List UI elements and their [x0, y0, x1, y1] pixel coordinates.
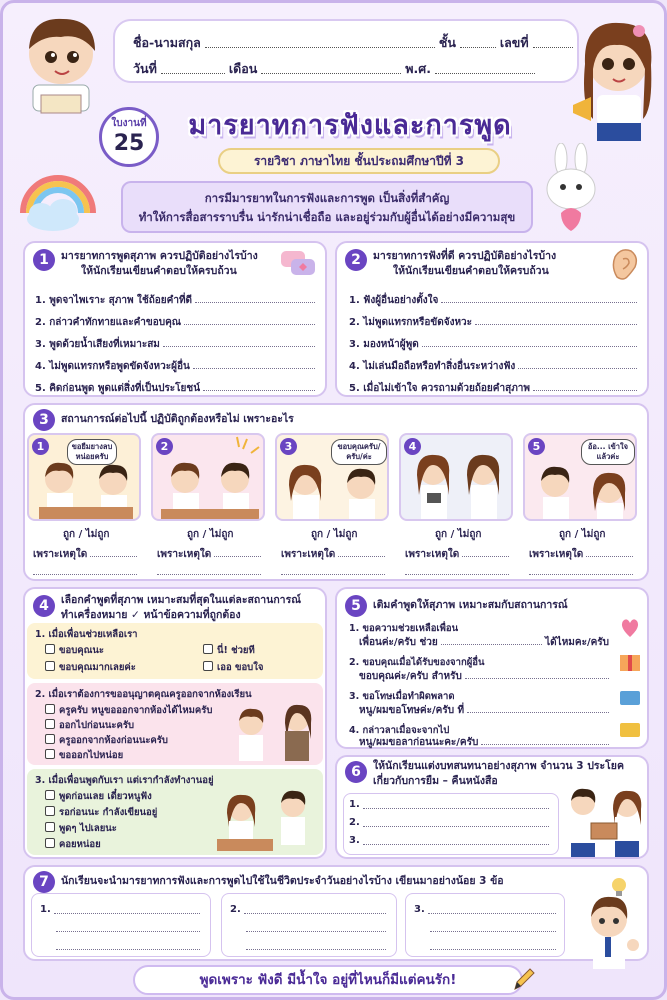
- answer-box-2-line: [246, 940, 386, 950]
- answer-line[interactable]: [203, 381, 315, 391]
- scene-1: [27, 433, 141, 521]
- footer-slogan: พูดเพราะ ฟังดี มีน้ำใจ อยู่ที่ไหนก็มีแต่คนรัก!: [133, 965, 523, 995]
- scene-3-reason: [281, 547, 385, 562]
- option-label: ครูออกจากห้องก่อนนะครับ: [59, 735, 168, 746]
- section-7-number: 7: [33, 871, 55, 893]
- section-5-number: 5: [345, 595, 367, 617]
- q4-1-text: 1. เมื่อเพื่อนช่วยเหลือเรา: [35, 629, 138, 640]
- scene-5-speech-bubble: อ้อ... เข้าใจแล้วค่ะ: [581, 439, 635, 465]
- answer-box-3: [405, 893, 565, 957]
- day-label: วันที่: [133, 61, 157, 76]
- answer-line[interactable]: [90, 547, 137, 557]
- option-label: เออ ขอบใจ: [217, 662, 264, 673]
- checkbox[interactable]: [203, 644, 213, 654]
- scene-2-reason-line: [157, 565, 261, 575]
- answer-box-1-line: [40, 904, 200, 915]
- answer-line[interactable]: [441, 293, 637, 303]
- answer-line[interactable]: [363, 799, 549, 809]
- dialogue-line-1: [349, 799, 549, 810]
- answer-line[interactable]: [481, 735, 609, 745]
- answer-line[interactable]: [214, 547, 261, 557]
- section-2-title: [373, 249, 556, 279]
- answer-line[interactable]: [462, 547, 509, 557]
- scene-1-number: 1: [32, 438, 49, 455]
- answer-line[interactable]: [193, 359, 315, 369]
- worksheet-number: 25: [113, 131, 145, 156]
- checkbox[interactable]: [45, 822, 55, 832]
- section-5-panel: [335, 587, 649, 749]
- section-4-title-line-1: เลือกคำพูดที่สุภาพ เหมาะสมที่สุดในแต่ละสถานการณ์: [61, 594, 301, 606]
- checkbox[interactable]: [45, 734, 55, 744]
- section-7-title: นักเรียนจะนำมารยาทการฟังและการพูดไปใช้ในชีวิตประจำวันอย่างไรบ้าง เขียนมาอย่างน้อย 3 ข้อ: [61, 875, 504, 887]
- section-2-panel: [335, 241, 649, 397]
- section-2-title-line-1: มารยาทการฟังที่ดี ควรปฏิบัติอย่างไรบ้าง: [373, 250, 557, 262]
- scene-4-answer-choice[interactable]: ถูก / ไม่ถูก: [435, 529, 482, 540]
- intro-line-1: การมีมารยาทในการฟังและการพูด เป็นสิ่งที่สำคัญ: [204, 191, 450, 205]
- section-4-title: [61, 593, 301, 623]
- section-1-item: [35, 315, 315, 330]
- worksheet-number-badge: [99, 107, 159, 167]
- answer-box-2-line: [230, 904, 386, 915]
- section-1-panel: [23, 241, 327, 397]
- answer-line[interactable]: [56, 922, 200, 932]
- boy-reading-illustration: [11, 9, 111, 119]
- checkbox[interactable]: [203, 661, 213, 671]
- answer-box-3-line: [430, 922, 556, 932]
- section-1-item: [35, 381, 315, 396]
- section-1-item: [35, 359, 315, 374]
- q4-2-option-3[interactable]: [45, 733, 168, 748]
- answer-line[interactable]: [184, 315, 315, 325]
- q4-3-text: 3. เมื่อเพื่อนพูดกับเรา แต่เรากำลังทำงานอยู่: [35, 775, 214, 786]
- option-label: ออกไปก่อนนะครับ: [59, 720, 135, 731]
- answer-line[interactable]: [586, 547, 633, 557]
- scene-5-number: 5: [528, 438, 545, 455]
- line-number: 2.: [349, 817, 360, 828]
- prompt: หนู/ผมขอโทษค่ะ/ครับ ที่: [359, 705, 465, 716]
- q5-1-answer: [359, 635, 609, 650]
- option-label: คอยหน่อย: [59, 839, 101, 850]
- section-2-item: [349, 315, 637, 330]
- section-2-item: [349, 381, 637, 396]
- item-text: 1. ฟังผู้อื่นอย่างตั้งใจ: [349, 295, 439, 306]
- q4-2-text: 2. เมื่อเราต้องการขออนุญาตคุณครูออกจากห้องเรียน: [35, 689, 252, 700]
- scene-2-number: 2: [156, 438, 173, 455]
- item-text: 4. ไม่เล่นมือถือหรือทำสิ่งอื่นระหว่างฟัง: [349, 361, 516, 372]
- q4-2-box: [27, 683, 323, 765]
- student-info-box: [113, 19, 579, 83]
- line-number: 1.: [349, 799, 360, 810]
- reason-label: เพราะเหตุใด: [157, 549, 212, 560]
- q4-2-option-2[interactable]: [45, 718, 134, 733]
- answer-line[interactable]: [428, 904, 556, 914]
- q4-3-option-2[interactable]: [45, 805, 157, 820]
- section-3-title: สถานการณ์ต่อไปนี้ ปฏิบัติถูกต้องหรือไม่ เพราะอะไร: [61, 413, 294, 425]
- scene-3-speech-bubble: ขอบคุณครับ/ครับ/ค่ะ: [331, 439, 387, 465]
- answer-line[interactable]: [281, 565, 385, 575]
- scene-4-number: 4: [404, 438, 421, 455]
- q4-1-option-3[interactable]: [45, 660, 136, 675]
- answer-line[interactable]: [244, 904, 386, 914]
- checkbox[interactable]: [45, 644, 55, 654]
- month-label: เดือน: [228, 61, 258, 76]
- intro-line-2: ทำให้การสื่อสารราบรื่น น่ารักน่าเชื่อถือ และอยู่ร่วมกับผู้อื่นได้อย่างมีความสุข: [138, 210, 516, 224]
- section-3-number: 3: [33, 409, 55, 431]
- section-6-number: 6: [345, 761, 367, 783]
- section-5-icons: [617, 617, 643, 747]
- bunny-heart-illustration: [537, 143, 607, 235]
- q4-3-option-3[interactable]: [45, 821, 117, 836]
- prompt-end: ได้ไหมคะ/ครับ: [545, 637, 609, 648]
- scene-1-reason: [33, 547, 137, 562]
- item-text: 5. คิดก่อนพูด พูดแต่สิ่งที่เป็นประโยชน์: [35, 383, 201, 394]
- q4-2-option-1[interactable]: [45, 703, 212, 718]
- q4-2-option-4[interactable]: [45, 748, 123, 763]
- answer-line[interactable]: [441, 635, 542, 645]
- chat-bubbles-icon: [279, 249, 317, 279]
- option-label: ขอบคุณมากเลยค่ะ: [59, 662, 136, 673]
- scene-1-answer-choice[interactable]: ถูก / ไม่ถูก: [63, 529, 110, 540]
- heart-icon: [622, 619, 638, 637]
- scene-5: [523, 433, 637, 521]
- q4-3-box: [27, 769, 323, 855]
- answer-box-3-line: [430, 940, 556, 950]
- page-title: มารยาทการฟังและการพูด: [188, 110, 512, 141]
- q4-3-option-1[interactable]: [45, 789, 152, 804]
- section-2-title-line-2: ให้นักเรียนเขียนคำตอบให้ครบถ้วน: [393, 265, 549, 277]
- checkbox[interactable]: [45, 838, 55, 848]
- scene-1-reason-line: [33, 565, 137, 575]
- answer-line[interactable]: [518, 359, 637, 369]
- answer-box-1-line: [56, 940, 200, 950]
- section-2-number: 2: [345, 249, 367, 271]
- reason-label: เพราะเหตุใด: [33, 549, 88, 560]
- answer-line[interactable]: [246, 922, 386, 932]
- answer-line[interactable]: [475, 315, 637, 325]
- q5-1-text: 1. ขอความช่วยเหลือเพื่อน: [349, 623, 459, 634]
- item-text: 1. พูดจาไพเราะ สุภาพ ใช้ถ้อยคำที่ดี: [35, 295, 193, 306]
- section-1-title-line-2: ให้นักเรียนเขียนคำตอบให้ครบถ้วน: [81, 265, 237, 277]
- checkbox[interactable]: [45, 661, 55, 671]
- scene-4: [399, 433, 513, 521]
- reason-label: เพราะเหตุใด: [281, 549, 336, 560]
- subject-banner: รายวิชา ภาษาไทย ชั้นประถมศึกษาปีที่ 3: [218, 148, 500, 174]
- scene-5-reason-line: [529, 565, 633, 575]
- section-1-item: [35, 337, 315, 352]
- line-number: 3.: [349, 835, 360, 846]
- item-text: 2. กล่าวคำทักทายและคำขอบคุณ: [35, 317, 182, 328]
- section-6-panel: [335, 755, 649, 859]
- pencil-icon: [511, 965, 537, 993]
- scene-2-reason: [157, 547, 261, 562]
- class-field[interactable]: [460, 38, 496, 48]
- option-label: พูดก่อนเลย เดี๋ยวหนูฟัง: [59, 791, 152, 802]
- q5-4-text: 4. กล่าวลาเมื่อจะจากไป: [349, 725, 450, 736]
- year-label: พ.ศ.: [405, 61, 431, 76]
- q4-1-option-2[interactable]: [203, 643, 255, 658]
- answer-box-2-line: [246, 922, 386, 932]
- name-label: ชื่อ-นามสกุล: [133, 35, 201, 50]
- q5-3-text: 3. ขอโทษเมื่อทำผิดพลาด: [349, 691, 455, 702]
- section-2-item: [349, 293, 637, 308]
- girl-megaphone-illustration: [573, 9, 663, 159]
- scene-5-reason: [529, 547, 633, 562]
- q5-3-answer: [359, 703, 609, 718]
- scene-3-answer-choice[interactable]: ถูก / ไม่ถูก: [311, 529, 358, 540]
- prompt: เพื่อนค่ะ/ครับ ช่วย: [359, 637, 438, 648]
- box-number: 2.: [230, 904, 241, 915]
- reason-label: เพราะเหตุใด: [405, 549, 460, 560]
- intro-box: [121, 181, 533, 233]
- bag-icon: [620, 691, 640, 705]
- month-field[interactable]: [261, 64, 401, 74]
- answer-box-2: [221, 893, 397, 957]
- answer-line[interactable]: [363, 835, 549, 845]
- q4-1-box: [27, 623, 323, 679]
- q4-1-option-1[interactable]: [45, 643, 104, 658]
- boy-thumbs-up-illustration: [569, 875, 649, 975]
- section-2-item: [349, 359, 637, 374]
- worksheet-label: ใบงานที่: [111, 118, 147, 129]
- q5-2-text: 2. ขอบคุณเมื่อได้รับของจากผู้อื่น: [349, 657, 485, 668]
- scene-5-answer-choice[interactable]: ถูก / ไม่ถูก: [559, 529, 606, 540]
- option-label: พูดๆ ไปเลยนะ: [59, 823, 117, 834]
- section-2-item: [349, 337, 637, 352]
- ear-icon: [609, 247, 639, 283]
- scene-3: [275, 433, 389, 521]
- scene-3-number: 3: [280, 438, 297, 455]
- checkbox[interactable]: [45, 790, 55, 800]
- answer-line[interactable]: [56, 940, 200, 950]
- q4-3-option-4[interactable]: [45, 837, 101, 852]
- scene-2: [151, 433, 265, 521]
- box-number: 3.: [414, 904, 425, 915]
- section-6-title-line-2: เกี่ยวกับการยืม – คืนหนังสือ: [373, 775, 498, 787]
- checkbox[interactable]: [45, 704, 55, 714]
- answer-line[interactable]: [33, 565, 137, 575]
- scene-4-reason: [405, 547, 509, 562]
- q4-1-option-4[interactable]: [203, 660, 263, 675]
- prompt: หนู/ผมขอลาก่อนนะคะ/ครับ: [359, 737, 479, 748]
- section-7-panel: [23, 865, 649, 961]
- scene-4-reason-line: [405, 565, 509, 575]
- answer-line[interactable]: [430, 922, 556, 932]
- scene-1-speech-bubble: ขอยืมยางลบหน่อยครับ: [67, 439, 117, 465]
- option-label: นี่! ช่วยที: [217, 645, 255, 656]
- section-1-title: [61, 249, 258, 279]
- item-text: 4. ไม่พูดแทรกหรือพูดขัดจังหวะผู้อื่น: [35, 361, 190, 372]
- section-6-title-line-1: ให้นักเรียนแต่งบทสนทนาอย่างสุภาพ จำนวน 3 ประโยค: [373, 760, 624, 772]
- option-label: รอก่อนนะ กำลังเขียนอยู่: [59, 807, 158, 818]
- rainbow-cloud-illustration: [13, 153, 103, 233]
- section-1-item: [35, 293, 315, 308]
- answer-box-3-line: [414, 904, 556, 915]
- answer-line[interactable]: [430, 940, 556, 950]
- answer-line[interactable]: [533, 381, 637, 391]
- answer-line[interactable]: [338, 547, 385, 557]
- checkbox[interactable]: [45, 719, 55, 729]
- prompt: ขอบคุณค่ะ/ครับ สำหรับ: [359, 671, 462, 682]
- answer-line[interactable]: [54, 904, 200, 914]
- checkbox[interactable]: [45, 806, 55, 816]
- name-field[interactable]: [205, 38, 435, 48]
- box-number: 1.: [40, 904, 51, 915]
- scene-2-answer-choice[interactable]: ถูก / ไม่ถูก: [187, 529, 234, 540]
- day-field[interactable]: [161, 64, 225, 74]
- item-text: 2. ไม่พูดแทรกหรือขัดจังหวะ: [349, 317, 473, 328]
- answer-line[interactable]: [467, 703, 609, 713]
- dialogue-line-3: [349, 835, 549, 846]
- answer-line[interactable]: [157, 565, 261, 575]
- answer-line[interactable]: [195, 293, 315, 303]
- section-1-number: 1: [33, 249, 55, 271]
- answer-box-1: [31, 893, 211, 957]
- q5-4-answer: [359, 735, 609, 750]
- answer-line[interactable]: [246, 940, 386, 950]
- student-teacher-illustration: [227, 699, 319, 763]
- students-studying-illustration: [213, 783, 317, 853]
- section-5-title: เติมคำพูดให้สุภาพ เหมาะสมกับสถานการณ์: [373, 599, 568, 611]
- section-1-title-line-1: มารยาทการพูดสุภาพ ควรปฏิบัติอย่างไรบ้าง: [61, 250, 258, 262]
- number-field[interactable]: [533, 38, 573, 48]
- reason-label: เพราะเหตุใด: [529, 549, 584, 560]
- q5-2-answer: [359, 669, 609, 684]
- item-text: 5. เมื่อไม่เข้าใจ ควรถามด้วยถ้อยคำสุภาพ: [349, 383, 531, 394]
- item-text: 3. มองหน้าผู้พูด: [349, 339, 419, 350]
- answer-line[interactable]: [163, 337, 315, 347]
- class-label: ชั้น: [438, 35, 456, 50]
- option-label: ครูครับ หนูขอออกจากห้องได้ไหมครับ: [59, 705, 213, 716]
- option-label: ขอบคุณนะ: [59, 645, 104, 656]
- answer-line[interactable]: [363, 817, 549, 827]
- checkbox[interactable]: [45, 749, 55, 759]
- answer-line[interactable]: [422, 337, 637, 347]
- answer-box-1-line: [56, 922, 200, 932]
- envelope-icon: [620, 723, 640, 737]
- book-exchange-illustration: [563, 783, 647, 859]
- section-4-number: 4: [33, 595, 55, 617]
- item-text: 3. พูดด้วยน้ำเสียงที่เหมาะสม: [35, 339, 160, 350]
- dialogue-line-2: [349, 817, 549, 828]
- year-field[interactable]: [435, 64, 535, 74]
- number-label: เลขที่: [499, 35, 529, 50]
- answer-line[interactable]: [465, 669, 609, 679]
- section-4-title-line-2: ทำเครื่องหมาย ✓ หน้าข้อความที่ถูกต้อง: [61, 609, 241, 621]
- answer-line[interactable]: [529, 565, 633, 575]
- answer-line[interactable]: [405, 565, 509, 575]
- option-label: ขอออกไปหน่อย: [59, 750, 124, 761]
- scene-3-reason-line: [281, 565, 385, 575]
